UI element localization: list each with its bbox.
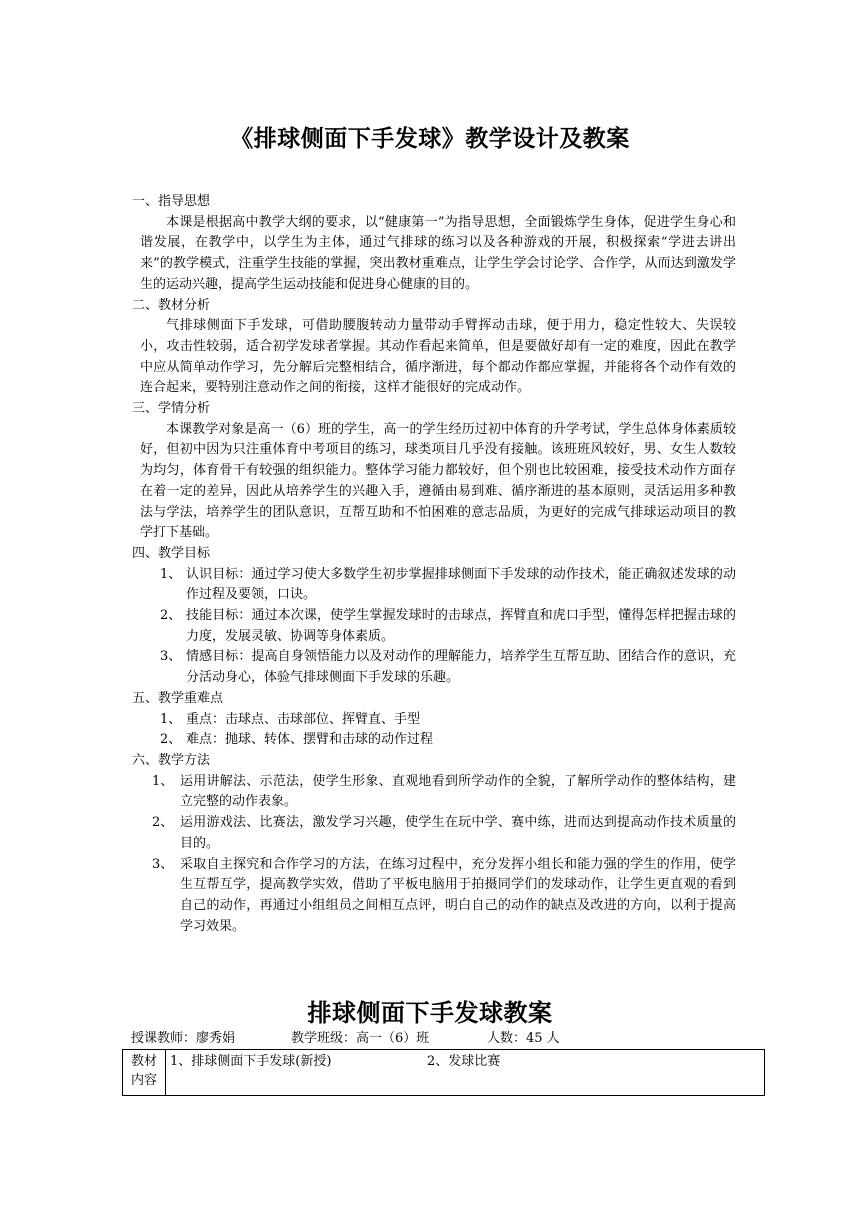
section-heading: 二、教材分析 [132,297,211,313]
lesson-info-line [131,1030,560,1048]
teacher-label: 授课教师：廖秀娟 [131,1031,236,1046]
content-item-2: 2、发球比赛 [427,1054,501,1069]
section-teaching-methods [132,751,736,937]
list-item [132,565,736,606]
section-heading: 三、学情分析 [132,401,211,417]
list-number: 2、 [152,815,174,831]
section-paragraph: 本课是根据高中教学大纲的要求，以“健康第一”为指导思想，全面锻炼学生身体，促进学生身心和谐发展，在教学中，以学生为主体，通过气排球的练习以及各种游戏的开展，积极探索“学进去讲出来”的教学模式，注重学生技能的掌握，突出教材重难点，让学生学会讨论学、合作学，从而达到激发学生的运动兴趣，提高学生运动技能和促进身心健康的目的。 [140,214,736,292]
document-title: 《排球侧面下手发球》教学设计及教案 [230,126,630,152]
content-item-1: 1、排球侧面下手发球(新授) [170,1054,332,1069]
list-number: 1、 [160,711,182,727]
section-heading: 一、指导思想 [132,194,211,209]
section-guiding-thought [132,192,736,296]
table-label-cell: 教材内容 [123,1050,166,1096]
list-number: 2、 [160,732,182,748]
list-text: 运用游戏法、比赛法，激发学习兴趣，使学生在玩中学、赛中练，进而达到提高动作技术质量的目的。 [180,815,736,851]
section-paragraph: 气排球侧面下手发球，可借助腰腹转动力量带动手臂挥动击球，便于用力，稳定性较大、失误较小，攻击性较弱，适合初学发球者掌握。其动作看起来简单，但是要做好却有一定的难度，因此在教学中应从简单动作学习，先分解后完整相结合，循序渐进，每个都动作都应掌握，并能将各个动作有效的连合起来，要特别注意动作之间的衔接，这样才能很好的完成动作。 [140,318,736,396]
section-key-difficulties [132,689,736,751]
list-item [132,710,736,731]
section-material-analysis [132,296,736,400]
list-text: 采取自主探究和合作学习的方法，在练习过程中，充分发挥小组长和能力强的学生的作用，使学生互帮互学，提高教学实效，借助了平板电脑用于拍摄同学们的发球动作，让学生更直观的看到自己的动作，再通过小组组员之间相互点评，明白自己的动作的缺点及改进的方向，以利于提高学习效果。 [180,856,736,934]
section-paragraph: 本课教学对象是高一（6）班的学生，高一的学生经历过初中体育的升学考试，学生总体身体素质较好，但初中因为只注重体育中考项目的练习，球类项目几乎没有接触。该班班风较好，男、女生人数较为均匀，体育骨干有较强的组织能力。整体学习能力都较好，但个别也比较困难，接受技术动作方面存在着一定的差异，因此从培养学生的兴趣入手，遵循由易到难、循序渐进的基本原则，灵活运用多种教法与学法，培养学生的团队意识，互帮互助和不怕困难的意志品质，为更好的完成气排球运动项目的教学打下基础。 [140,421,736,541]
lesson-plan-title: 排球侧面下手发球教案 [307,999,553,1027]
section-heading: 六、教学方法 [132,752,211,768]
table-content-cell [166,1050,765,1096]
list-text: 运用讲解法、示范法，使学生形象、直观地看到所学动作的全貌，了解所学动作的整体结构，建立完整的动作表象。 [180,773,736,810]
section-heading: 四、教学目标 [132,545,211,561]
list-item [132,647,736,688]
list-item [132,772,736,813]
table-row [123,1050,765,1096]
list-number: 3、 [152,856,174,872]
lesson-plan-table [122,1049,765,1096]
list-number: 1、 [160,566,182,582]
list-item [132,855,736,938]
list-item [132,730,736,751]
list-number: 2、 [160,608,182,624]
section-heading: 五、教学重难点 [132,690,224,706]
list-text: 技能目标：通过本次课，使学生掌握发球时的击球点，挥臂直和虎口手型，懂得怎样把握击球的力度，发展灵敏、协调等身体素质。 [186,608,736,644]
list-item [132,813,736,854]
list-number: 3、 [160,649,182,665]
class-label: 教学班级：高一（6）班 [291,1031,430,1046]
list-text: 难点：抛球、转体、摆臂和击球的动作过程 [186,732,434,748]
student-count: 人数：45 人 [487,1031,560,1046]
list-text: 重点：击球点、击球部位、挥臂直、手型 [186,711,421,727]
list-text: 认识目标：通过学习使大多数学生初步掌握排球侧面下手发球的动作技术，能正确叙述发球的动作过程及要领，口诀。 [186,566,736,603]
document-body [132,192,736,937]
list-item [132,606,736,647]
section-student-analysis [132,399,736,544]
section-teaching-objectives [132,544,736,689]
list-text: 情感目标：提高自身领悟能力以及对动作的理解能力，培养学生互帮互助、团结合作的意识，充分活动身心，体验气排球侧面下手发球的乐趣。 [186,649,736,686]
list-number: 1、 [152,773,174,789]
